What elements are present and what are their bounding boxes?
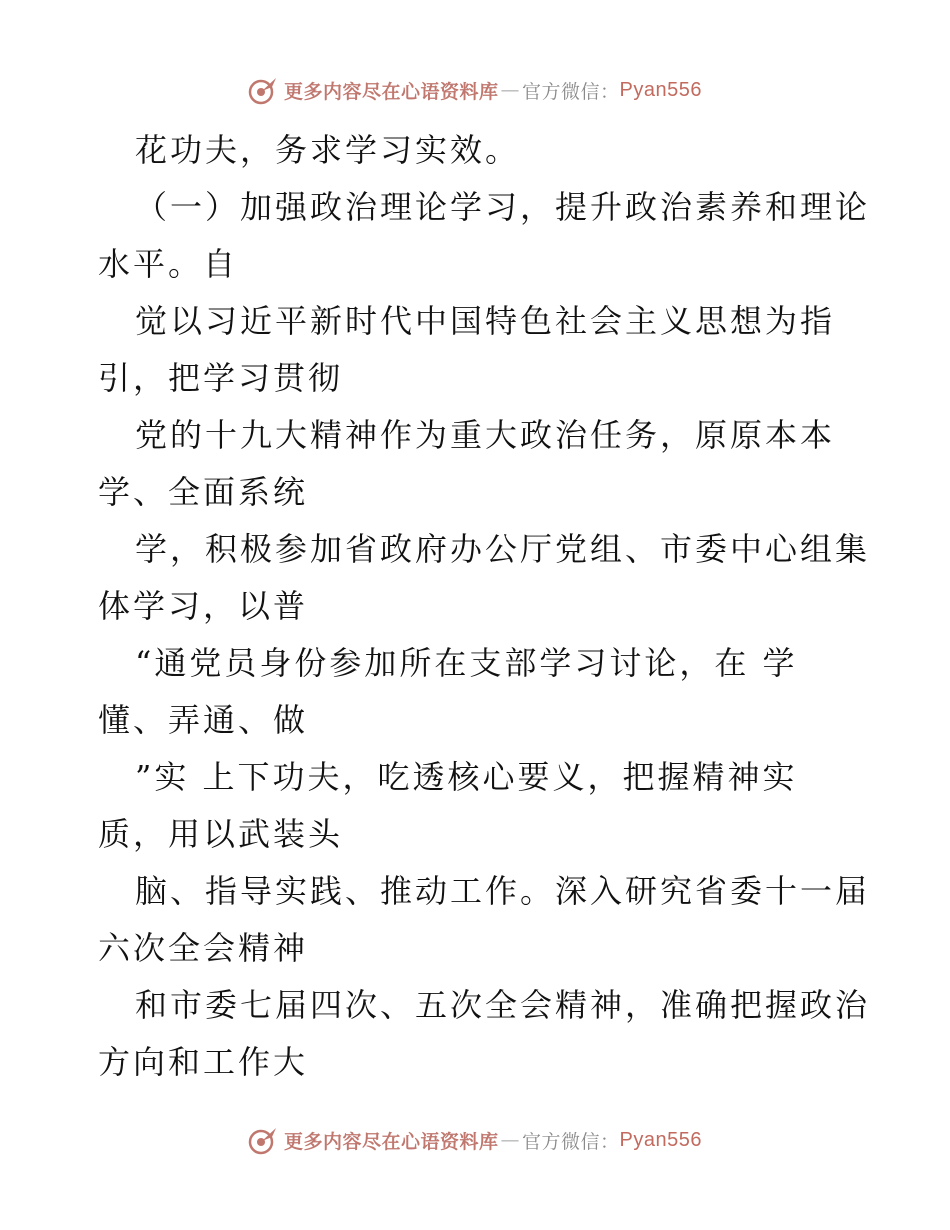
text-line: 学、全面系统 bbox=[98, 473, 309, 511]
text-line: 懂、弄通、做 bbox=[98, 701, 309, 739]
text-line: 水平。自 bbox=[98, 245, 239, 283]
text-line: 六次全会精神 bbox=[98, 929, 309, 967]
text-line: “通党员身份参加所在支部学习讨论，在 学 bbox=[135, 644, 798, 682]
text-line: 和市委七届四次、五次全会精神，准确把握政治 bbox=[135, 986, 871, 1024]
text-line: （一）加强政治理论学习，提升政治素养和理论 bbox=[135, 188, 871, 226]
text-line: 脑、指导实践、推动工作。深入研究省委十一届 bbox=[135, 872, 871, 910]
quill-logo-icon bbox=[248, 75, 278, 105]
watermark-sub-text: 官方微信： bbox=[522, 1130, 620, 1153]
document-body bbox=[98, 122, 871, 1091]
text-line: 引，把学习贯彻 bbox=[98, 359, 344, 397]
watermark-sub-text: 官方微信： bbox=[522, 80, 620, 103]
watermark-wechat-id: Pyan556 bbox=[619, 1128, 702, 1151]
quill-logo-icon bbox=[248, 1125, 278, 1155]
text-line: 觉以习近平新时代中国特色社会主义思想为指 bbox=[135, 302, 836, 340]
text-line: 党的十九大精神作为重大政治任务，原原本本 bbox=[135, 416, 836, 454]
watermark-header bbox=[0, 70, 950, 110]
text-line: 学，积极参加省政府办公厅党组、市委中心组集 bbox=[135, 530, 871, 568]
text-line: 花功夫，务求学习实效。 bbox=[135, 131, 521, 169]
text-line: 方向和工作大 bbox=[98, 1043, 309, 1081]
watermark-main-text: 更多内容尽在心语资料库 bbox=[284, 1130, 499, 1153]
watermark-separator: — bbox=[500, 1129, 521, 1151]
text-line: 质，用以武装头 bbox=[98, 815, 344, 853]
watermark-separator: — bbox=[500, 79, 521, 101]
text-line: ”实 上下功夫，吃透核心要义，把握精神实 bbox=[135, 758, 798, 796]
watermark-footer bbox=[0, 1120, 950, 1160]
text-line: 体学习，以普 bbox=[98, 587, 309, 625]
watermark-wechat-id: Pyan556 bbox=[619, 78, 702, 101]
watermark-main-text: 更多内容尽在心语资料库 bbox=[284, 80, 499, 103]
